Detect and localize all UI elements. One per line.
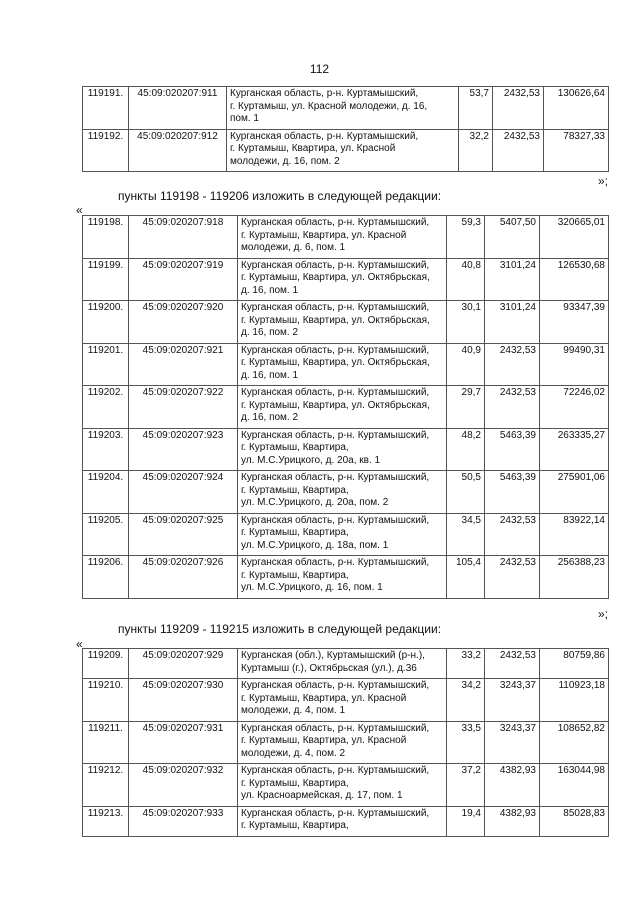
item-number: 119202. [83,386,129,429]
unit-value: 2432,53 [493,87,544,130]
table-row [83,806,609,836]
area: 29,7 [447,386,485,429]
cadastral-number: 45:09:020207:924 [129,471,238,514]
address-line: г. Куртамыш, Квартира, ул. Октябрьская, [241,357,430,368]
table-row [83,87,609,130]
address-line: г. Куртамыш, Квартира, ул. Октябрьская, [241,399,430,411]
cadastral-value: 108652,82 [540,721,609,764]
cadastral-value: 163044,98 [540,764,609,807]
table-row [83,721,609,764]
cadastral-number: 45:09:020207:912 [129,129,227,172]
unit-value: 5463,39 [485,428,540,471]
item-number: 119209. [83,649,129,679]
address-line: Курганская область, р-н. Куртамышский, [241,514,430,526]
address [238,806,447,836]
area: 59,3 [447,216,485,259]
address-line: д. 16, пом. 1 [241,284,299,296]
address [238,513,447,556]
cadastral-value: 78327,33 [544,129,609,172]
table-row [83,764,609,807]
address-line: ул. Красноармейская, д. 17, пом. 1 [241,790,403,801]
unit-value: 2432,53 [485,556,540,599]
cadastral-value: 93347,39 [540,301,609,344]
closing-quote: »; [597,174,608,188]
item-number: 119192. [83,129,129,172]
cadastral-number: 45:09:020207:932 [129,764,238,807]
area: 53,7 [459,87,493,130]
area: 33,2 [447,649,485,679]
cadastral-number: 45:09:020207:920 [129,301,238,344]
address [238,721,447,764]
cadastral-number: 45:09:020207:930 [129,679,238,722]
item-number: 119204. [83,471,129,514]
area: 40,9 [447,343,485,386]
table-row [83,513,609,556]
address [227,129,459,172]
area: 40,8 [447,258,485,301]
address-line: д. 16, пом. 2 [241,327,299,338]
area: 105,4 [447,556,485,599]
address-line: г. Куртамыш, Квартира, ул. Красной [230,143,396,154]
address [238,258,447,301]
address [238,216,447,259]
cadastral-value: 275901,06 [540,471,609,514]
page-number: 112 [309,62,330,76]
address [238,428,447,471]
cadastral-value: 83922,14 [540,513,609,556]
cadastral-value: 80759,86 [540,649,609,679]
address-line: г. Куртамыш, ул. Красной молодежи, д. 16, [230,100,428,112]
table-row [83,301,609,344]
item-number: 119191. [83,87,129,130]
table-row [83,343,609,386]
address-line: Курганская область, р-н. Куртамышский, [241,217,430,228]
cadastral-number: 45:09:020207:933 [129,806,238,836]
table-row [83,556,609,599]
cadastral-value: 72246,02 [540,386,609,429]
address-line: Курганская область, р-н. Куртамышский, [241,259,430,271]
cadastral-value: 130626,64 [544,87,609,130]
address-line: Курганская (обл.), Куртамышский (р-н.), [241,650,425,661]
address-line: молодежи, д. 6, пом. 1 [241,242,346,253]
item-number: 119210. [83,679,129,722]
cadastral-number: 45:09:020207:919 [129,258,238,301]
table-row [83,129,609,172]
address-line: г. Куртамыш, Квартира, ул. Красной [241,735,407,746]
address-line: Куртамыш (г.), Октябрьская (ул.), д.36 [241,662,417,674]
cadastral-number: 45:09:020207:931 [129,721,238,764]
address-line: г. Куртамыш, Квартира, [241,442,349,453]
address-line: ул. М.С.Урицкого, д. 20а, кв. 1 [241,454,381,466]
amendment-instruction: пункты 119209 - 119215 изложить в следующей редакции: [118,622,442,636]
area: 34,5 [447,513,485,556]
table-row [83,428,609,471]
unit-value: 3101,24 [485,301,540,344]
area: 33,5 [447,721,485,764]
address-line: Курганская область, р-н. Куртамышский, [241,302,430,313]
table-row [83,216,609,259]
address-line: Курганская область, р-н. Куртамышский, [241,680,430,691]
cadastral-number: 45:09:020207:918 [129,216,238,259]
address-line: ул. М.С.Урицкого, д. 16, пом. 1 [241,582,383,593]
address-line: ул. М.С.Урицкого, д. 18а, пом. 1 [241,539,389,551]
address-line: г. Куртамыш, Квартира, [241,820,349,831]
address-line: молодежи, д. 4, пом. 1 [241,705,346,716]
item-number: 119198. [83,216,129,259]
cadastral-value: 256388,23 [540,556,609,599]
property-table-3 [82,648,609,837]
address-line: г. Куртамыш, Квартира, [241,527,349,538]
unit-value: 2432,53 [485,513,540,556]
address [238,301,447,344]
area: 34,2 [447,679,485,722]
property-table-1 [82,86,609,172]
area: 37,2 [447,764,485,807]
area: 19,4 [447,806,485,836]
address-line: Курганская область, р-н. Куртамышский, [230,88,419,99]
address [227,87,459,130]
address [238,343,447,386]
item-number: 119213. [83,806,129,836]
cadastral-number: 45:09:020207:929 [129,649,238,679]
item-number: 119201. [83,343,129,386]
unit-value: 5407,50 [485,216,540,259]
table-row [83,471,609,514]
unit-value: 2432,53 [485,343,540,386]
item-number: 119206. [83,556,129,599]
area: 32,2 [459,129,493,172]
cadastral-value: 126530,68 [540,258,609,301]
table-row [83,679,609,722]
unit-value: 4382,93 [485,806,540,836]
address [238,471,447,514]
address-line: Курганская область, р-н. Куртамышский, [241,472,430,483]
address-line: пом. 1 [230,113,259,124]
cadastral-value: 85028,83 [540,806,609,836]
cadastral-number: 45:09:020207:925 [129,513,238,556]
item-number: 119205. [83,513,129,556]
closing-quote: »; [597,607,608,621]
item-number: 119200. [83,301,129,344]
unit-value: 2432,53 [485,649,540,679]
address-line: Курганская область, р-н. Куртамышский, [241,807,430,819]
item-number: 119212. [83,764,129,807]
address-line: г. Куртамыш, Квартира, ул. Октябрьская, [241,314,430,326]
address [238,649,447,679]
table-row [83,386,609,429]
address-line: молодежи, д. 4, пом. 2 [241,747,346,759]
address-line: Курганская область, р-н. Куртамышский, [241,557,430,568]
address [238,679,447,722]
address-line: г. Куртамыш, Квартира, ул. Красной [241,692,407,704]
unit-value: 4382,93 [485,764,540,807]
property-table-2 [82,215,609,599]
address-line: Курганская область, р-н. Куртамышский, [241,387,430,398]
unit-value: 5463,39 [485,471,540,514]
area: 48,2 [447,428,485,471]
address-line: Курганская область, р-н. Куртамышский, [241,765,430,776]
area: 30,1 [447,301,485,344]
address-line: Курганская область, р-н. Куртамышский, [230,130,419,142]
item-number: 119203. [83,428,129,471]
cadastral-number: 45:09:020207:911 [129,87,227,130]
address-line: Курганская область, р-н. Куртамышский, [241,429,430,441]
address-line: д. 16, пом. 1 [241,369,299,381]
address-line: г. Куртамыш, Квартира, [241,484,349,496]
area: 50,5 [447,471,485,514]
address-line: г. Куртамыш, Квартира, ул. Октябрьская, [241,272,430,283]
address-line: г. Куртамыш, Квартира, ул. Красной [241,229,407,241]
cadastral-value: 99490,31 [540,343,609,386]
cadastral-value: 110923,18 [540,679,609,722]
cadastral-number: 45:09:020207:921 [129,343,238,386]
cadastral-number: 45:09:020207:923 [129,428,238,471]
item-number: 119211. [83,721,129,764]
address [238,764,447,807]
address-line: ул. М.С.Урицкого, д. 20а, пом. 2 [241,497,389,508]
item-number: 119199. [83,258,129,301]
unit-value: 3101,24 [485,258,540,301]
address-line: д. 16, пом. 2 [241,412,299,423]
address-line: г. Куртамыш, Квартира, [241,777,349,789]
address-line: Курганская область, р-н. Куртамышский, [241,344,430,356]
opening-quote: « [76,637,83,651]
address-line: Курганская область, р-н. Куртамышский, [241,722,430,734]
address-line: г. Куртамыш, Квартира, [241,569,349,581]
address [238,556,447,599]
table-row [83,649,609,679]
cadastral-number: 45:09:020207:922 [129,386,238,429]
address [238,386,447,429]
opening-quote: « [76,203,83,217]
unit-value: 3243,37 [485,679,540,722]
table-row [83,258,609,301]
unit-value: 2432,53 [485,386,540,429]
cadastral-value: 320665,01 [540,216,609,259]
unit-value: 3243,37 [485,721,540,764]
cadastral-value: 263335,27 [540,428,609,471]
cadastral-number: 45:09:020207:926 [129,556,238,599]
amendment-instruction: пункты 119198 - 119206 изложить в следующей редакции: [118,189,442,203]
address-line: молодежи, д. 16, пом. 2 [230,155,340,167]
unit-value: 2432,53 [493,129,544,172]
